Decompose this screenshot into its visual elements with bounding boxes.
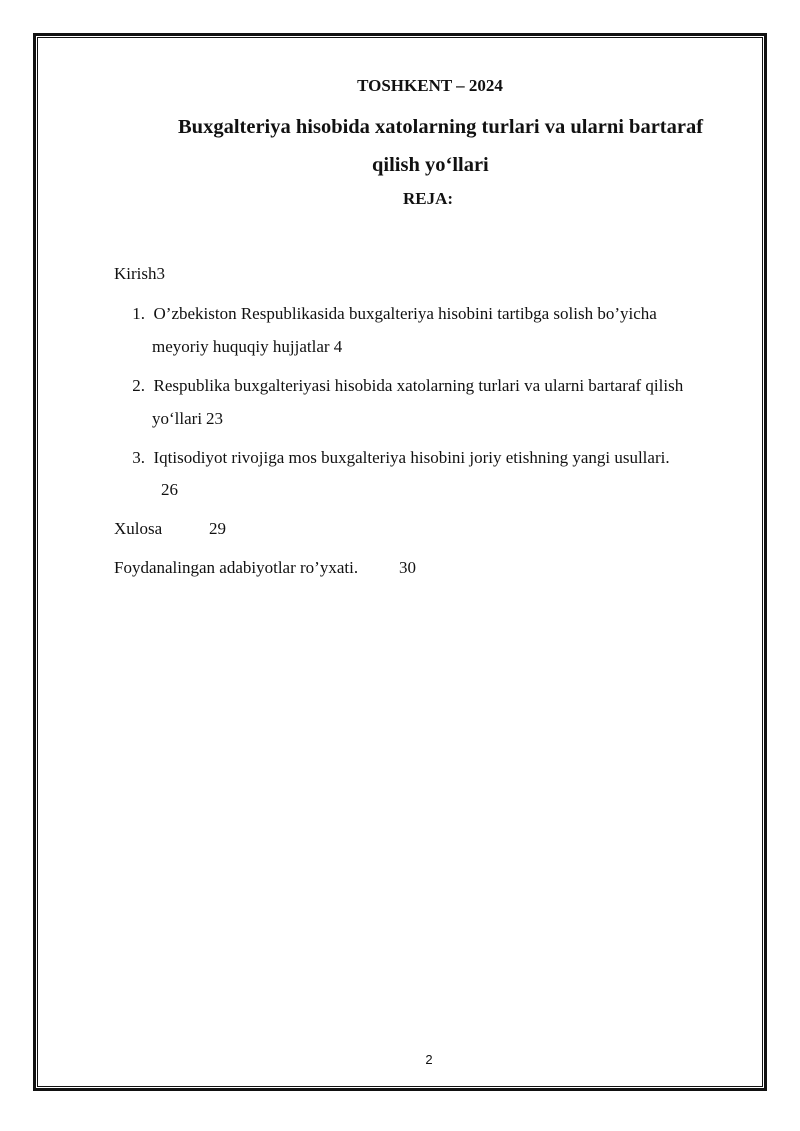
toc-item-1 xyxy=(125,304,657,324)
toc-item-2-cont xyxy=(152,409,223,429)
toc-item-1-number: 1. xyxy=(132,304,145,323)
toc-conclusion xyxy=(114,519,162,539)
toc-intro-label: Kirish xyxy=(114,264,157,283)
plan-heading: REJA: xyxy=(402,189,454,208)
toc-item-1-line-1: O’zbekiston Respublikasida buxgalteriya hisobini tartibga solish bo’yicha xyxy=(153,304,657,323)
toc-item-3-cont xyxy=(161,480,178,500)
toc-item-2-number: 2. xyxy=(132,376,145,395)
toc-conclusion-page: 29 xyxy=(209,519,226,538)
toc-references xyxy=(114,558,358,578)
toc-item-3 xyxy=(125,448,670,468)
toc-item-2-page: 23 xyxy=(206,409,224,428)
toc-item-1-cont xyxy=(152,337,342,357)
toc-references-page-wrap xyxy=(399,558,416,578)
toc-intro xyxy=(114,264,165,284)
toc-item-2 xyxy=(125,376,683,396)
toc-item-2-line-1: Respublika buxgalteriyasi hisobida xatolarning turlari va ularni bartaraf qilish xyxy=(153,376,684,395)
document-title-line-2: qilish yo‘llari xyxy=(372,154,489,176)
toc-conclusion-page-wrap xyxy=(209,519,226,539)
toc-item-3-page: 26 xyxy=(161,480,178,499)
document-title-line-1: Buxgalteriya hisobida xatolarning turlari va ularni bartaraf xyxy=(178,116,704,138)
toc-item-2-line-2: yo‘llari xyxy=(152,409,203,428)
city-year-heading: TOSHKENT – 2024 xyxy=(357,76,503,95)
toc-item-1-page: 4 xyxy=(333,337,343,356)
toc-item-3-number: 3. xyxy=(132,448,145,467)
page-number: 2 xyxy=(425,1052,433,1067)
toc-item-3-line-1: Iqtisodiyot rivojiga mos buxgalteriya hisobini joriy etishning yangi usullari. xyxy=(153,448,670,467)
toc-intro-page: 3 xyxy=(156,264,165,283)
toc-conclusion-label: Xulosa xyxy=(114,519,163,538)
toc-references-page: 30 xyxy=(399,558,416,577)
toc-references-label: Foydanalingan adabiyotlar ro’yxati. xyxy=(114,558,359,577)
toc-item-1-line-2: meyoriy huquqiy hujjatlar xyxy=(152,337,330,356)
